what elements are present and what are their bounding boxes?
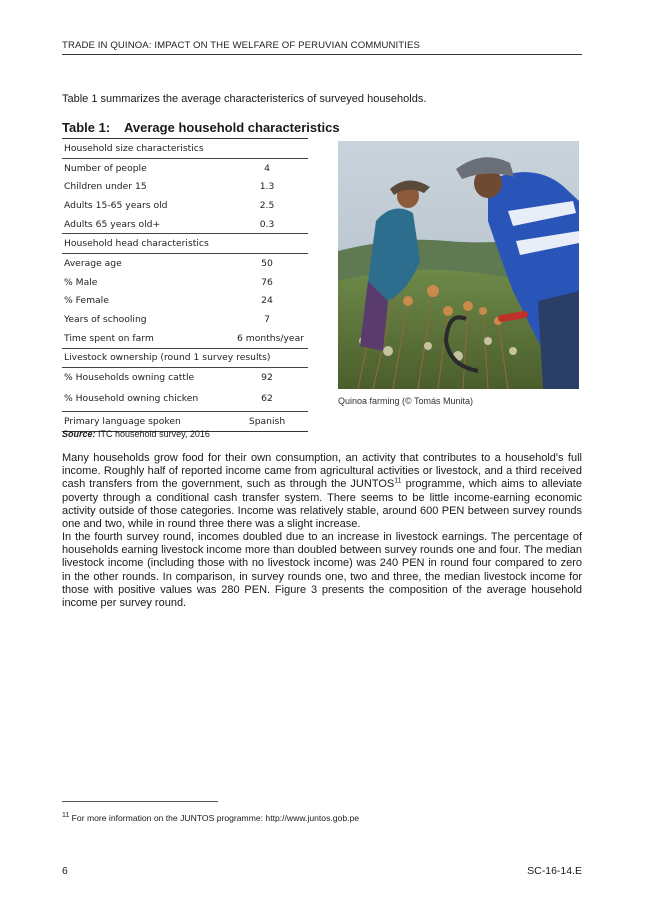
table-row	[62, 158, 308, 177]
table-number: Table 1:	[62, 120, 111, 135]
table-row-label: % Female	[64, 295, 109, 307]
table-row	[62, 310, 308, 329]
photo-caption: Quinoa farming (© Tomás Munita)	[338, 396, 474, 406]
table-section-row	[62, 139, 308, 159]
footnote-reference: 11	[394, 477, 402, 485]
table-section-row	[62, 348, 308, 368]
table-row	[62, 177, 308, 196]
table-row-value: 50	[261, 257, 273, 269]
table-row	[62, 329, 308, 348]
table-row-value: 1.3	[259, 181, 275, 193]
table-row-label: Adults 15-65 years old	[64, 199, 168, 211]
table-caption	[62, 120, 340, 135]
source-text: ITC household survey, 2016	[98, 429, 210, 439]
table-row-value: 2.5	[259, 199, 275, 211]
table-row-label: Adults 65 years old+	[64, 218, 161, 230]
body-paragraph-1	[62, 452, 582, 531]
table-row	[62, 215, 308, 234]
quinoa-farming-photo	[338, 141, 579, 389]
table-row-label: Number of people	[64, 162, 147, 174]
body-paragraph-2: In the fourth survey round, incomes doubled due to an increase in livestock earnings. The percentage of households earning livestock income more than doubled between survey rounds one and four. The median livestock income (including those with no livestock income) was 240 PEN in round four compared to zero in the other rounds. In comparison, in survey rounds one, two and three, the median livestock income for those with positive values was 280 PEN. Figure 3 presents the composition of the average household income per survey round.	[62, 531, 582, 610]
footnote-text: For more information on the JUNTOS programme: http://www.juntos.gob.pe	[69, 813, 360, 823]
source-label: Source:	[62, 429, 96, 439]
table-source-note	[62, 429, 210, 439]
table-row-value: 0.3	[259, 218, 275, 230]
page-number: 6	[62, 865, 68, 877]
paragraph-text: programme, which aims to alleviate poverty through a conditional cash transfer system. There seems to be little income-earning economic activity outside of those categories. Income was relatively stable, around 600 PEN between survey rounds one and two, while in round three there was a slight increase.	[62, 478, 582, 531]
table-row-value: 7	[264, 314, 270, 326]
household-table	[62, 138, 308, 432]
table-row-value: 76	[261, 276, 273, 288]
table-row-value: 4	[264, 162, 270, 174]
intro-sentence: Table 1 summarizes the average characteristerics of surveyed households.	[62, 93, 427, 105]
table-row-value: 6 months/year	[237, 332, 304, 344]
table-row-value: 62	[261, 393, 273, 405]
footnote	[62, 813, 359, 823]
table-row	[62, 254, 308, 273]
table-section-label: Household size characteristics	[62, 139, 308, 159]
table-row	[62, 196, 308, 215]
table-row-label: Time spent on farm	[64, 332, 154, 344]
table-row	[62, 273, 308, 292]
running-header: TRADE IN QUINOA: IMPACT ON THE WELFARE OF PERUVIAN COMMUNITIES	[62, 40, 582, 55]
table-section-label: Livestock ownership (round 1 survey results)	[62, 348, 308, 368]
photo-illustration	[338, 141, 579, 389]
table-row-value: 24	[261, 295, 273, 307]
paragraph-text: Many households grow food for their own consumption, an activity that contributes to a household's full income. Roughly half of reported income came from agricultural activities or livestock, and a third received cash transfers from the government, such as through the JUNTOS	[62, 452, 582, 491]
table-row-value: Spanish	[226, 411, 308, 431]
table-row-label: Average age	[64, 257, 122, 269]
table-row-label: Children under 15	[64, 181, 147, 193]
table-row-label: % Household owning chicken	[64, 393, 199, 405]
table-row-label: Years of schooling	[64, 314, 147, 326]
document-id: SC-16-14.E	[527, 865, 582, 877]
table-row	[62, 292, 308, 311]
footnote-marker: 11	[62, 812, 70, 820]
table-title: Average household characteristics	[124, 120, 340, 135]
footnote-divider	[62, 801, 218, 802]
table-row	[62, 387, 308, 412]
table-row-label: Primary language spoken	[62, 411, 226, 431]
table-row-label: % Households owning cattle	[64, 372, 195, 384]
table-row-label: % Male	[64, 276, 98, 288]
table-row-value: 92	[261, 372, 273, 384]
table-section-row	[62, 234, 308, 254]
table-row	[62, 368, 308, 387]
table-section-label: Household head characteristics	[62, 234, 308, 254]
